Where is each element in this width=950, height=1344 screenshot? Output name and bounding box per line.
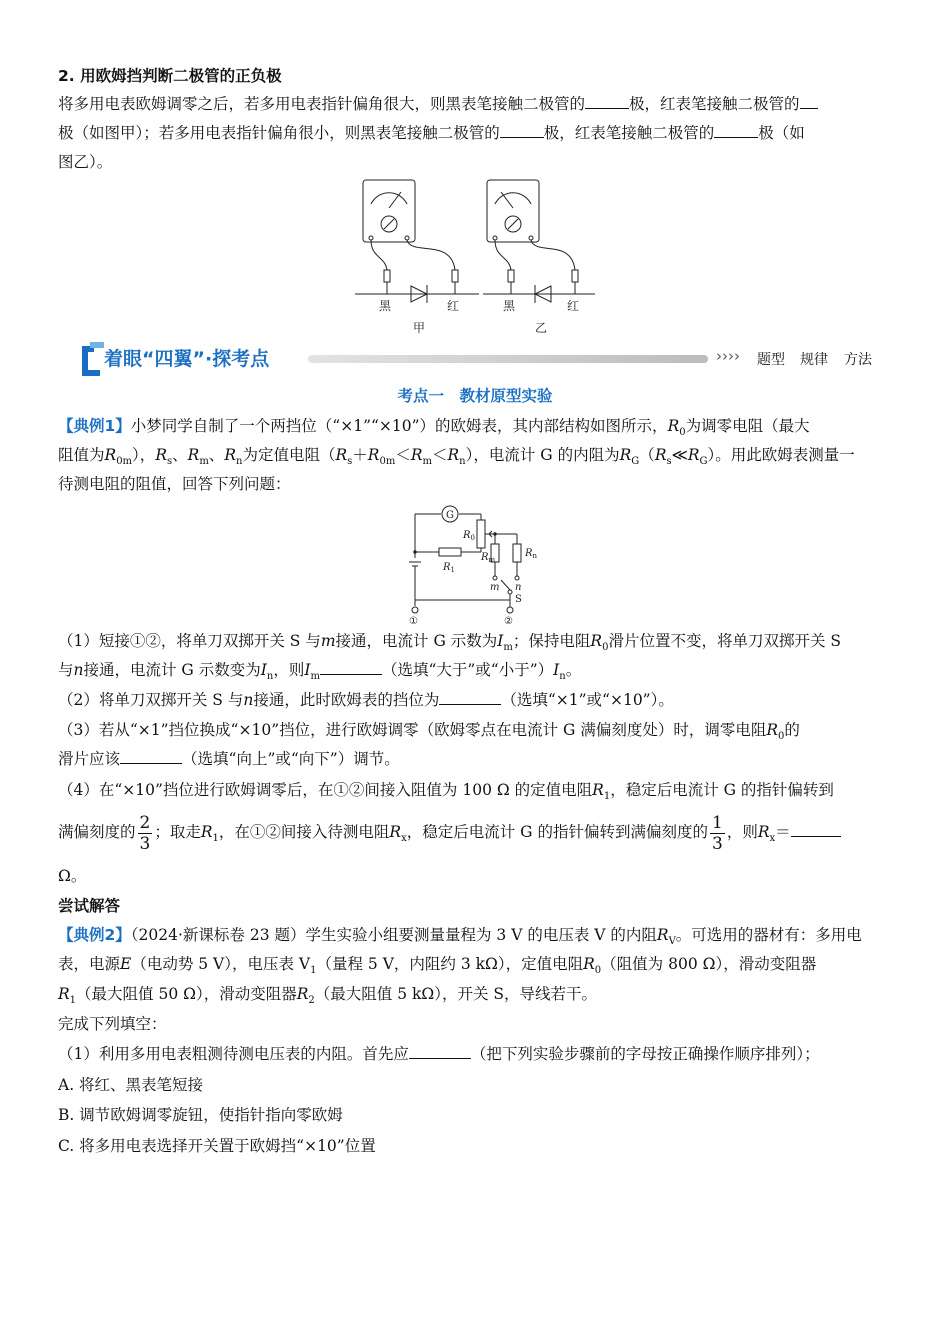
terminal-n-label: n — [515, 582, 522, 593]
text: （把下列实验步骤前的字母按正确操作顺序排列）； — [470, 1045, 820, 1063]
var: R — [656, 926, 669, 944]
paragraph-line — [58, 1040, 896, 1069]
red-probe-label: 红 — [567, 299, 580, 313]
var: R — [757, 823, 770, 841]
text: ），电流计 G 的内阻为 — [465, 446, 620, 464]
black-probe-label: 黑 — [503, 299, 516, 313]
var-sub: G — [699, 456, 708, 468]
var-sub: 0 — [602, 642, 609, 654]
section-heading: 2. 用欧姆挡判断二极管的正负极 — [58, 67, 282, 85]
black-probe-label: 黑 — [379, 299, 392, 313]
text: ，在①②间接入待测电阻 — [218, 823, 390, 841]
var: n — [73, 661, 84, 679]
multimeter-left — [355, 180, 479, 303]
text: 、 — [172, 446, 188, 464]
figure-caption-left: 甲 — [413, 321, 426, 335]
text: 接通，电流计 G 示数变为 — [83, 661, 261, 679]
var-sub: n — [266, 671, 274, 683]
option-c: C. 将多用电表选择开关置于欧姆挡“×10”位置 — [58, 1137, 376, 1155]
paragraph-line — [58, 90, 896, 119]
var: I — [553, 661, 560, 679]
var-sub: n — [235, 456, 243, 468]
example-tag: 【典例2】 — [58, 926, 131, 944]
fraction-two-thirds — [138, 813, 153, 854]
var: R — [104, 446, 117, 464]
var: R — [58, 985, 70, 1003]
banner-rule — [308, 355, 708, 363]
var-sub: s — [666, 456, 672, 468]
answer-blank[interactable] — [320, 657, 382, 675]
var: R — [367, 446, 380, 464]
answer-blank[interactable] — [585, 91, 629, 109]
var-sub: m — [503, 642, 513, 654]
var: I — [304, 661, 311, 679]
text: （阻值为 800 Ω），滑动变阻器 — [601, 955, 817, 973]
text: （2024·新课标卷 23 题）学生实验小组要测量量程为 3 V 的电压表 V 的内阻 — [130, 926, 657, 944]
var-sub: s — [347, 456, 353, 468]
text: ＜ — [395, 446, 411, 464]
figure-caption-right: 乙 — [535, 321, 548, 335]
text: （量程 5 V，内阻约 3 kΩ），定值电阻 — [316, 955, 584, 973]
var-sub: 0 — [594, 965, 602, 977]
banner-link-method[interactable]: 方法 — [844, 352, 872, 368]
text: 接通，电流计 G 示数为 — [335, 632, 498, 650]
text: ，稳定后电流计 G 的指针偏转到满偏刻度的 — [406, 823, 708, 841]
text: 阻值为 — [58, 446, 105, 464]
paragraph-line: Ω。 — [58, 867, 87, 885]
text: 极（如图甲）；若多用电表指针偏角很小，则黑表笔接触二极管的 — [58, 124, 500, 142]
rn-label: $R_n$ — [525, 548, 538, 560]
var: I — [260, 661, 267, 679]
banner-title: 着眼“四翼”·探考点 — [104, 348, 270, 370]
paragraph-line: 待测电阻的阻值，回答下列问题： — [58, 475, 291, 493]
var-sub: 1 — [603, 791, 611, 803]
r1-label: $R_1$ — [443, 562, 455, 574]
rm-label: $R_m$ — [481, 552, 496, 564]
var: R — [590, 632, 603, 650]
text: （1）利用多用电表粗测待测电压表的内阻。首先应 — [58, 1045, 409, 1063]
text: ≪ — [671, 446, 688, 464]
terminal-1-label: ① — [409, 616, 418, 627]
var: R — [583, 955, 595, 973]
text: （最大阻值 5 kΩ），开关 S，导线若干。 — [314, 985, 598, 1003]
paragraph-line: 与n接通，电流计 G 示数变为$I_n$，则$I_m$ （选填“大于”或“小于$”)I_n$。 — [58, 656, 896, 691]
answer-blank[interactable] — [800, 91, 818, 109]
r0-label: $R_0$ — [463, 530, 475, 542]
var: R — [335, 446, 348, 464]
text: ，则 — [273, 661, 305, 679]
var-sub: V — [668, 936, 676, 948]
text: （电动势 5 V），电压表 V — [131, 955, 311, 973]
var: R — [654, 446, 667, 464]
var-sub: G — [631, 456, 640, 468]
var-sub: n — [559, 671, 566, 683]
paragraph-line — [58, 119, 896, 148]
banner-link-rule[interactable]: 规律 — [800, 352, 828, 368]
var-sub: 1 — [310, 965, 317, 977]
text: ，则 — [726, 823, 758, 841]
text: ＝ — [775, 823, 791, 841]
var-sub: m — [422, 456, 432, 468]
text: 将多用电表欧姆调零之后，若多用电表指针偏角很大，则黑表笔接触二极管的 — [58, 95, 586, 113]
denominator: 3 — [711, 833, 723, 854]
var: I — [497, 632, 504, 650]
text: （2）将单刀双掷开关 S 与 — [58, 691, 244, 709]
try-answer-heading: 尝试解答 — [58, 897, 121, 915]
text: （选填“×1”或“×10”）。 — [501, 691, 674, 709]
var: R — [766, 721, 779, 739]
text: 满偏刻度的 — [58, 823, 136, 841]
terminal-m-label: m — [490, 582, 500, 593]
var: n — [243, 691, 254, 709]
example-tag: 【典例1】 — [58, 417, 131, 435]
switch-label: S — [515, 594, 522, 605]
text: 极，红表笔接触二极管的 — [543, 124, 715, 142]
text: ＜ — [431, 446, 448, 464]
text: （4）在“×10”挡位进行欧姆调零后，在①②间接入阻值为 100 Ω 的定值电阻 — [58, 781, 593, 799]
denominator: 3 — [139, 833, 151, 854]
var: R — [619, 446, 632, 464]
text: 极，红表笔接触二极管的 — [629, 95, 800, 113]
var-sub: m — [199, 456, 209, 468]
var: R — [447, 446, 460, 464]
text: 极（如 — [758, 124, 805, 142]
var-sub: 0m — [116, 456, 133, 468]
text: （选填“向上”或“向下”）调节。 — [182, 750, 400, 768]
section-title: 考点一 教材原型实验 — [397, 387, 553, 405]
text: 与 — [58, 661, 74, 679]
var-sub: x — [401, 833, 407, 845]
answer-blank[interactable] — [500, 120, 544, 138]
text: ；保持电阻 — [512, 632, 591, 650]
var-sub: s — [166, 456, 173, 468]
var: R — [187, 446, 200, 464]
var-sub: m — [310, 671, 320, 683]
text: 表，电源 — [58, 955, 121, 973]
numerator: 1 — [711, 812, 723, 833]
text: ）， — [132, 446, 156, 464]
text: 。用此欧姆表测量一 — [715, 446, 855, 464]
var: R — [389, 823, 402, 841]
text: 接通，此时欧姆表的挡位为 — [253, 691, 440, 709]
numerator: 2 — [139, 812, 151, 833]
answer-blank[interactable] — [791, 819, 841, 837]
var: R — [592, 781, 604, 799]
var-sub: 2 — [308, 995, 315, 1007]
text: ；取走 — [154, 823, 201, 841]
var: E — [120, 955, 132, 973]
var-sub: 0m — [379, 456, 396, 468]
multimeter-right — [483, 180, 595, 303]
var: R — [296, 985, 309, 1003]
text: 的 — [784, 721, 800, 739]
galvanometer-label: G — [446, 510, 454, 521]
option-b: B. 调节欧姆调零旋钮，使指针指向零欧姆 — [58, 1106, 343, 1124]
ohmmeter-circuit — [395, 500, 565, 628]
diode-figure — [355, 178, 595, 338]
text: （最大阻值 50 Ω），滑动变阻器 — [76, 985, 297, 1003]
text: （选填“大于”或“小于”） — [381, 661, 554, 679]
banner-arrows: ›››› — [716, 347, 740, 365]
text: 。可选用的器材有：多用电 — [675, 926, 862, 944]
paragraph-line: 阻值为$R_{0m}$），$R_s$、$R_m$、$R_n$为定值电阻$(R_s+R_{0m}<R_m<R_n)$，电流计 G 的内阻为$R_G(R_s≪R_G)$。用此欧姆表测量一 — [58, 446, 855, 468]
var: R — [667, 417, 680, 435]
text: 、 — [208, 446, 225, 464]
text: ，稳定后电流计 G 的指针偏转到 — [610, 781, 834, 799]
paragraph-line: 完成下列填空： — [58, 1015, 167, 1033]
var: R — [687, 446, 700, 464]
text: 滑片位置不变，将单刀双掷开关 S — [608, 632, 842, 650]
text: （1）短接①②，将单刀双掷开关 S 与 — [58, 632, 321, 650]
var-sub: 0 — [778, 731, 785, 743]
text: ＋ — [352, 446, 368, 464]
var: R — [200, 823, 213, 841]
paragraph-line: 图乙）。 — [58, 153, 113, 171]
paragraph-line — [58, 686, 896, 715]
answer-blank[interactable] — [409, 1041, 471, 1059]
var: R — [224, 446, 236, 464]
red-probe-label: 红 — [447, 299, 460, 313]
var: m — [320, 632, 336, 650]
option-a: A. 将红、黑表笔短接 — [58, 1076, 204, 1094]
var: R — [410, 446, 423, 464]
fraction-one-third — [710, 813, 725, 854]
paragraph-line — [58, 776, 896, 811]
var-sub: 0 — [679, 427, 686, 439]
var-sub: 1 — [69, 995, 77, 1007]
var-sub: n — [459, 456, 466, 468]
answer-blank[interactable] — [439, 687, 501, 705]
text: 为定值电阻（ — [242, 446, 336, 464]
var-sub: 1 — [212, 833, 219, 845]
text: 小梦同学自制了一个两挡位（“×1”“×10”）的欧姆表，其内部结构如图所示， — [130, 417, 668, 435]
text: 为调零电阻（最大 — [685, 417, 810, 435]
var-sub: x — [769, 833, 776, 845]
answer-blank[interactable] — [120, 746, 182, 764]
text: （3）若从“×1”挡位换成“×10”挡位，进行欧姆调零（欧姆零点在电流计 G 满偏刻度处）时，调零电阻 — [58, 721, 767, 739]
terminal-2-label: ② — [504, 616, 513, 627]
paragraph-line — [58, 808, 896, 863]
var: R — [155, 446, 167, 464]
banner-link-type[interactable]: 题型 — [757, 352, 785, 368]
text: 滑片应该 — [58, 750, 121, 768]
paragraph-line — [58, 745, 896, 774]
answer-blank[interactable] — [714, 120, 758, 138]
